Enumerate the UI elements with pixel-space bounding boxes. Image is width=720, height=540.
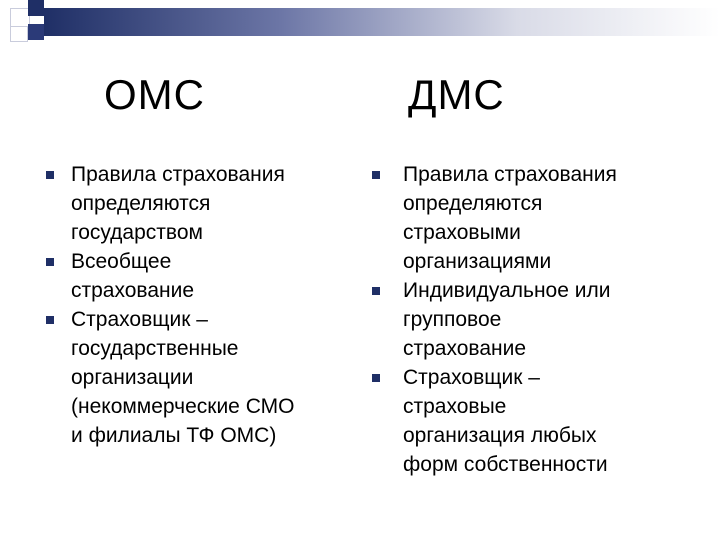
- dms-list: [372, 160, 712, 479]
- item-text-line: страховыми: [403, 221, 521, 244]
- item-text-line: Всеобщее: [71, 250, 172, 273]
- square-bullet-icon: [46, 316, 54, 324]
- item-text-line: Страховщик –: [403, 366, 540, 389]
- square-bullet-icon: [372, 287, 380, 295]
- item-text-line: государством: [71, 221, 203, 244]
- item-text-line: Индивидуальное или: [403, 279, 611, 302]
- gradient-stripe: [44, 8, 720, 36]
- column-title-oms: ОМС: [104, 71, 205, 118]
- item-text-line: групповое: [403, 308, 502, 331]
- decor-square-white: [10, 8, 30, 28]
- item-text-line: форм собственности: [403, 453, 608, 476]
- decorative-header-bar: [0, 0, 720, 48]
- square-bullet-icon: [46, 171, 54, 179]
- item-text-line: Правила страхования: [71, 163, 285, 186]
- square-bullet-icon: [372, 374, 380, 382]
- decor-square-navy: [28, 24, 44, 40]
- list-item: [46, 160, 366, 247]
- item-text-line: организация любых: [403, 424, 597, 447]
- item-text-line: Страховщик –: [71, 308, 208, 331]
- list-item: [46, 305, 366, 450]
- item-text-line: страхование: [403, 337, 527, 360]
- list-item: [372, 276, 712, 363]
- item-text-line: страховые: [403, 395, 507, 418]
- column-title-dms: ДМС: [408, 71, 505, 118]
- item-text-line: и филиалы ТФ ОМС): [71, 424, 277, 447]
- list-item: [372, 363, 712, 479]
- list-item: [372, 160, 712, 276]
- item-text-line: (некоммерческие СМО: [71, 395, 295, 418]
- oms-list: [46, 160, 366, 450]
- decor-square-navy: [28, 0, 44, 16]
- item-text-line: государственные: [71, 337, 239, 360]
- square-bullet-icon: [46, 258, 54, 266]
- item-text-line: организации: [71, 366, 194, 389]
- square-bullet-icon: [372, 171, 380, 179]
- item-text-line: страхование: [71, 279, 195, 302]
- item-text-line: организациями: [403, 250, 552, 273]
- decor-square-white: [10, 26, 28, 42]
- item-text-line: определяются: [403, 192, 543, 215]
- item-text-line: определяются: [71, 192, 211, 215]
- list-item: [46, 247, 366, 305]
- item-text-line: Правила страхования: [403, 163, 617, 186]
